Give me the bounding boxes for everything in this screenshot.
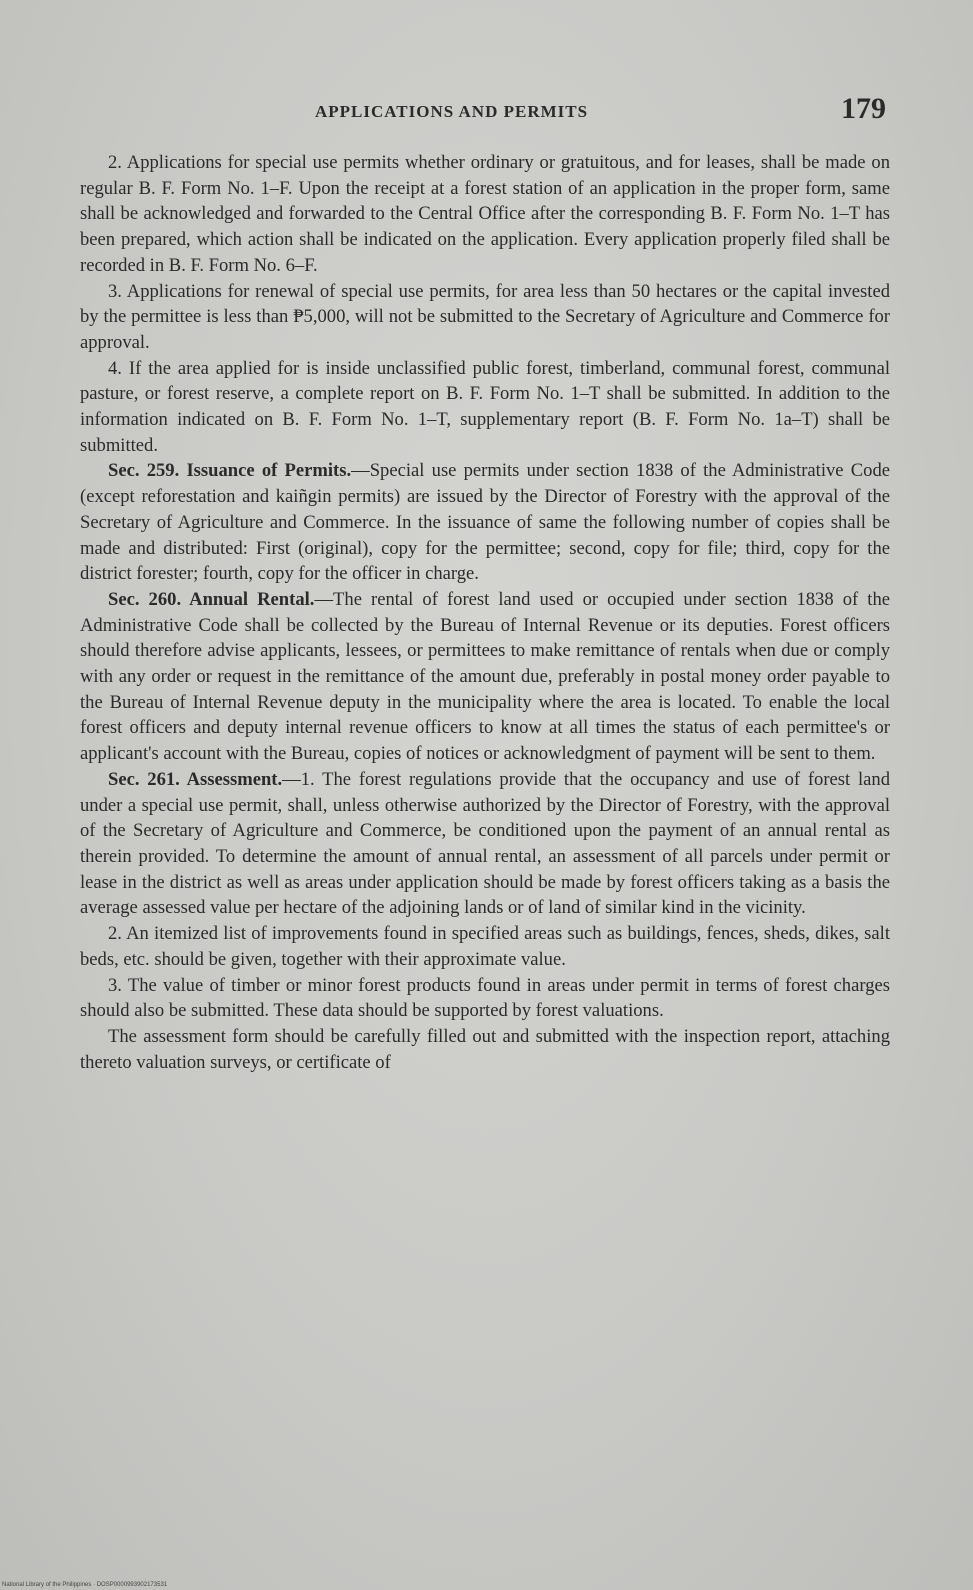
paragraph xyxy=(80,1024,890,1075)
paragraph xyxy=(80,973,890,1024)
paragraph-text: 2. An itemized list of improvements found in specified areas such as buildings, fences, sheds, dikes, salt beds, etc. should be given, together with their approximate value. xyxy=(80,923,890,970)
paragraph-text: —1. The forest regulations provide that the occupancy and use of forest land under a special use permit, shall, unless otherwise authorized by the Director of Forestry, with the approval of the Secretary of Agriculture and Commerce, be conditioned upon the payment of an annual rental as therein provided. To determine the amount of annual rental, an assessment of all parcels under permit or lease in the district as well as areas under application should be made by forest officers taking as a basis the average assessed value per hectare of the adjoining lands or of land of similar kind in the vicinity. xyxy=(80,768,890,919)
paragraph xyxy=(80,150,890,279)
body-text xyxy=(80,150,890,1075)
paragraph-text: 2. Applications for special use permits whether ordinary or gratuitous, and for leases, shall be made on regular B. F. Form No. 1–F. Upon the receipt at a forest station of an application in the proper form, same shall be acknowledged and forwarded to the Central Office after the corresponding B. F. Form No. 1–T has been prepared, which action shall be indicated on the application. Every application properly filed shall be recorded in B. F. Form No. 6–F. xyxy=(80,152,890,276)
paragraph-text: 3. Applications for renewal of special use permits, for area less than 50 hectares or the capital invested by the permittee is less than ₱5,000, will not be submitted to the Secretary of Agriculture and Commerce for approval. xyxy=(80,280,890,353)
paragraph-text: —Special use permits under section 1838 of the Administrative Code (except reforestation and kaiñgin permits) are issued by the Director of Forestry with the approval of the Secretary of Agriculture and Commerce. In the issuance of same the following number of copies shall be made and distributed: First (original), copy for the permittee; second, copy for file; third, copy for the district forester; fourth, copy for the officer in charge. xyxy=(80,460,890,585)
page-number: 179 xyxy=(841,92,886,125)
paragraph-text: —The rental of forest land used or occupied under section 1838 of the Administrative Code shall be collected by the Bureau of Internal Revenue or its deputies. Forest officers should therefore advise applicants, lessees, or permittees to make remittance of rentals when due or comply with any order or request in the remittance of the amount due, preferably in postal money order payable to the Bureau of Internal Revenue deputy in the municipality where the area is located. To enable the local forest officers and deputy internal revenue officers to know at all times the status of each permittee's or applicant's account with the Bureau, copies of notices or acknowledgment of payment will be sent to them. xyxy=(80,588,890,765)
section-heading: Sec. 260. Annual Rental. xyxy=(108,588,315,610)
page-header xyxy=(80,92,890,132)
section-heading: Sec. 259. Issuance of Permits. xyxy=(108,460,352,482)
running-head: APPLICATIONS AND PERMITS xyxy=(315,102,589,121)
paragraph xyxy=(80,279,890,356)
paragraph-text: 3. The value of timber or minor forest products found in areas under permit in terms of forest charges should also be submitted. These data should be supported by forest valuations. xyxy=(80,974,890,1022)
paragraph xyxy=(80,458,890,587)
paragraph xyxy=(80,587,890,767)
paragraph-text: The assessment form should be carefully filled out and submitted with the inspection report, attaching thereto valuation surveys, or certificate of xyxy=(80,1025,890,1073)
library-credit: National Library of the Philippines · DOSP0000993902173531 xyxy=(2,1582,168,1588)
paragraph xyxy=(80,356,890,459)
paragraph xyxy=(80,921,890,972)
paragraph-text: 4. If the area applied for is inside unclassified public forest, timberland, communal forest, communal pasture, or forest reserve, a complete report on B. F. Form No. 1–T shall be submitted. In addition to the information indicated on B. F. Form No. 1–T, supplementary report (B. F. Form No. 1a–T) shall be submitted. xyxy=(80,357,890,456)
section-heading: Sec. 261. Assessment. xyxy=(108,768,283,790)
paragraph xyxy=(80,767,890,921)
